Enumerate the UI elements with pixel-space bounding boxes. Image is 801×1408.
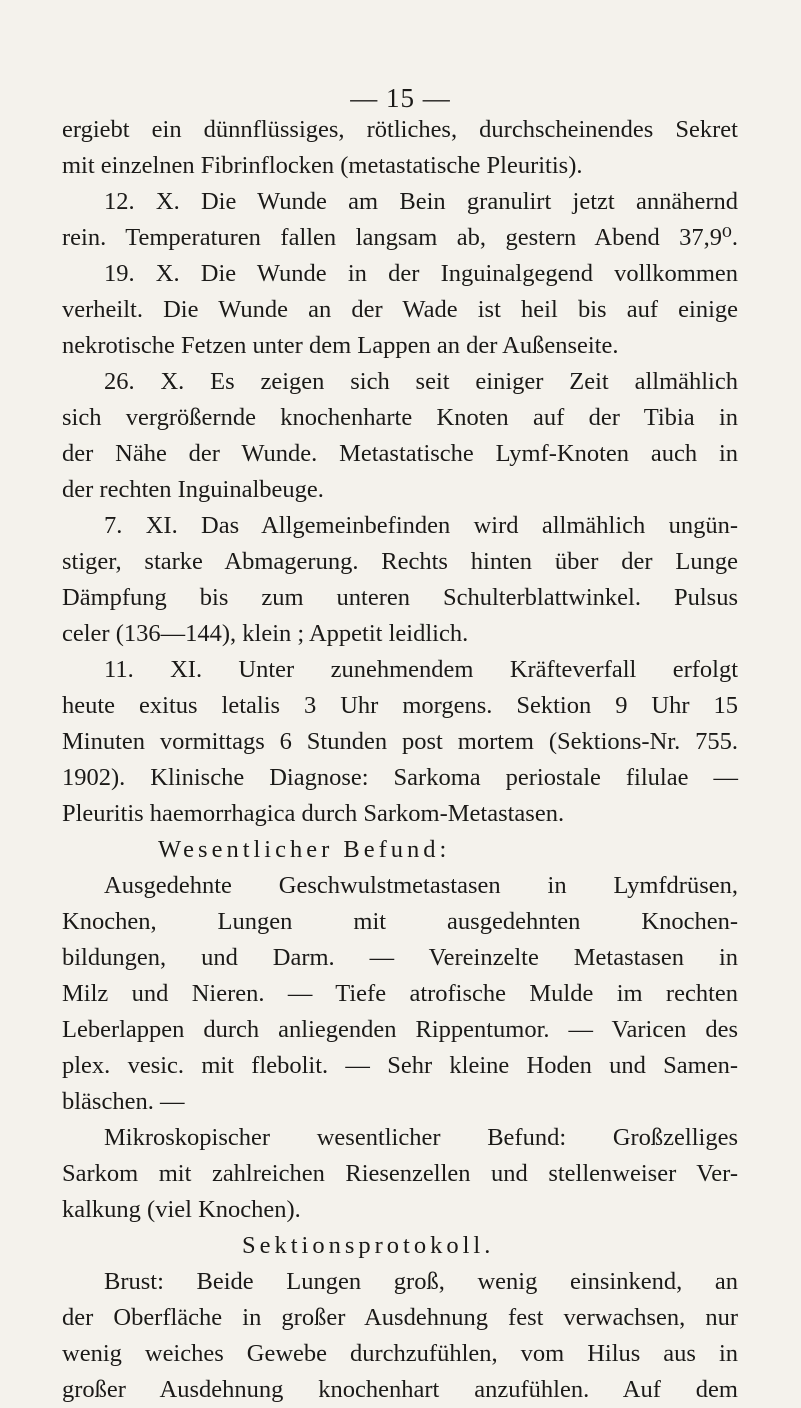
text-line: celer (136—144), klein ; Appetit leidlich. xyxy=(62,620,469,647)
text-line: der rechten Inguinalbeuge. xyxy=(62,476,324,503)
text-line: Minuten vormittags 6 Stunden post mortem (Sektions-Nr. 755. xyxy=(62,728,738,755)
text-line: stiger, starke Abmagerung. Rechts hinten über der Lunge xyxy=(62,548,738,575)
text-line: 1902). Klinische Diagnose: Sarkoma periostale filulae — xyxy=(62,764,738,791)
text-line: Mikroskopischer wesentlicher Befund: Großzelliges xyxy=(104,1124,738,1151)
section-heading: Sektionsprotokoll. xyxy=(242,1232,495,1259)
text-line: 19. X. Die Wunde in der Inguinalgegend vollkommen xyxy=(104,260,738,287)
text-line: rein. Temperaturen fallen langsam ab, gestern Abend 37,9⁰. xyxy=(62,224,738,251)
text-line: Sarkom mit zahlreichen Riesenzellen und stellenweiser Ver- xyxy=(62,1160,738,1187)
text-line: Dämpfung bis zum unteren Schulterblattwinkel. Pulsus xyxy=(62,584,738,611)
text-line: heute exitus letalis 3 Uhr morgens. Sektion 9 Uhr 15 xyxy=(62,692,738,719)
text-line: plex. vesic. mit flebolit. — Sehr kleine Hoden und Samen- xyxy=(62,1052,738,1079)
section-heading: Wesentlicher Befund: xyxy=(158,836,451,863)
text-line: 26. X. Es zeigen sich seit einiger Zeit allmählich xyxy=(104,368,738,395)
page-number: — 15 — xyxy=(350,83,451,113)
text-line: kalkung (viel Knochen). xyxy=(62,1196,301,1223)
text-line: bläschen. — xyxy=(62,1088,185,1115)
text-line: der Nähe der Wunde. Metastatische Lymf-Knoten auch in xyxy=(62,440,738,467)
text-line: Milz und Nieren. — Tiefe atrofische Mulde im rechten xyxy=(62,980,738,1007)
text-line: verheilt. Die Wunde an der Wade ist heil bis auf einige xyxy=(62,296,738,323)
text-line: nekrotische Fetzen unter dem Lappen an der Außenseite. xyxy=(62,332,619,359)
text-line: Knochen, Lungen mit ausgedehnten Knochen- xyxy=(62,908,738,935)
text-line: 12. X. Die Wunde am Bein granulirt jetzt annähernd xyxy=(104,188,738,215)
text-line: Ausgedehnte Geschwulstmetastasen in Lymfdrüsen, xyxy=(104,872,738,899)
text-line: großer Ausdehnung knochenhart anzufühlen. Auf dem xyxy=(62,1376,738,1403)
text-line: bildungen, und Darm. — Vereinzelte Metastasen in xyxy=(62,944,738,971)
text-line: der Oberfläche in großer Ausdehnung fest verwachsen, nur xyxy=(62,1304,738,1331)
text-line: 11. XI. Unter zunehmendem Kräfteverfall erfolgt xyxy=(104,656,738,683)
text-line: mit einzelnen Fibrinflocken (metastatische Pleuritis). xyxy=(62,152,583,179)
text-line: sich vergrößernde knochenharte Knoten auf der Tibia in xyxy=(62,404,738,431)
text-line: 7. XI. Das Allgemeinbefinden wird allmählich ungün- xyxy=(104,512,738,539)
text-line: wenig weiches Gewebe durchzufühlen, vom Hilus aus in xyxy=(62,1340,738,1367)
body-text xyxy=(62,112,738,1408)
text-line: ergiebt ein dünnflüssiges, rötliches, durchscheinendes Sekret xyxy=(62,116,738,143)
text-line: Brust: Beide Lungen groß, wenig einsinkend, an xyxy=(104,1268,738,1295)
text-line: Leberlappen durch anliegenden Rippentumor. — Varicen des xyxy=(62,1016,738,1043)
text-line: Pleuritis haemorrhagica durch Sarkom-Metastasen. xyxy=(62,800,565,827)
